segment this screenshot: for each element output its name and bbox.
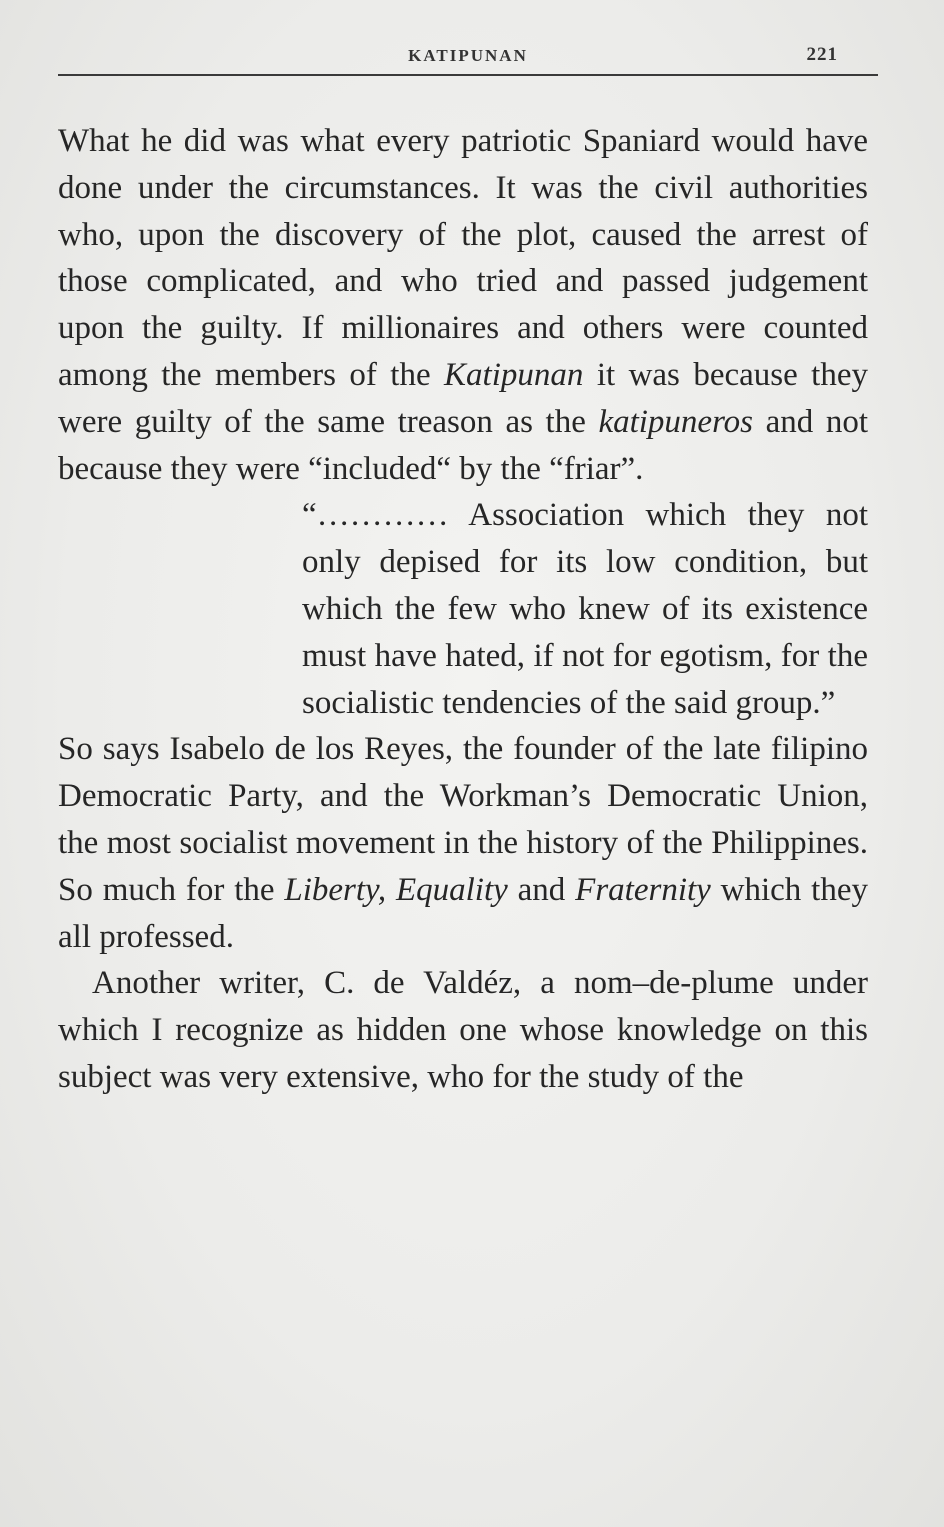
- paragraph-c-de-valdez: [58, 960, 868, 1100]
- paragraph-isabelo-de-los-reyes: [58, 726, 868, 960]
- text-run: and: [507, 871, 576, 908]
- italic-text-run: Katipunan: [444, 356, 584, 393]
- text-run: Another writer, C. de Valdéz, a nom–de-plume under which I recognize as hidden one whose knowledge on this subject was very extensive, who for the study of the: [58, 965, 868, 1095]
- text-run: So says Isabelo de los Reyes, the founder of the late filipino Democratic Party, and the Workman’s Democratic Union, the most socialist movement in the history of the Philippines. So much for the: [58, 731, 868, 908]
- page-header: [58, 38, 878, 78]
- paragraph-treason: [58, 118, 868, 492]
- text-run: What he did was what every patriotic Spaniard would have done under the circumstances. It was the civil authorities who, upon the discovery of the plot, caused the arrest of those complicated, and who tried and passed judgement upon the guilty. If millionaires and others were counted among the members of the: [58, 123, 868, 393]
- block-quotation: [302, 492, 868, 726]
- italic-text-run: katipuneros: [598, 403, 754, 440]
- italic-text-run: Fraternity: [575, 871, 711, 908]
- text-run: it was because they were guilty of the same treason as the: [58, 356, 868, 440]
- running-title: KATIPUNAN: [408, 46, 528, 65]
- italic-text-run: Liberty, Equality: [284, 871, 508, 908]
- text-run: which they all professed.: [58, 871, 868, 955]
- header-rule: [58, 74, 878, 76]
- text-run: “………… Association which they not only depised for its low condition, but which the few who knew of its existence must have hated, if not for egotism, for the socialistic tendencies of the said group.”: [302, 497, 868, 721]
- body-text: [58, 118, 868, 1101]
- page-number: 221: [806, 44, 838, 65]
- text-run: and not because they were “included“ by the “friar”.: [58, 403, 868, 487]
